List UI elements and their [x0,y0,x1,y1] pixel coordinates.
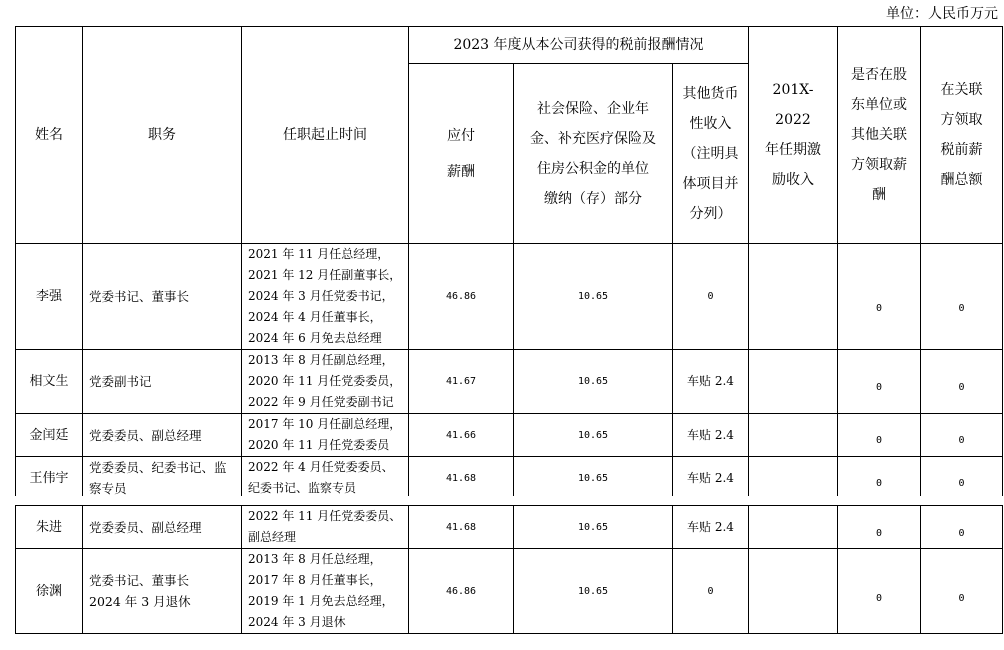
tenure-line: 2017 年 10 月任副总经理， [248,417,402,431]
row-social: 10.65 [514,414,673,457]
header-tenure: 任职起止时间 [242,27,409,244]
row-related: 0 [921,350,1003,414]
tenure-line: 2020 年 11 月任党委委员 [248,438,390,452]
header-related-line: 在关联 [940,82,983,98]
header-related-line: 酬总额 [940,172,983,188]
header-other-line: 体项目并 [682,175,739,192]
table-row [16,506,1003,549]
table-row [16,414,1003,457]
header-position: 职务 [83,27,242,244]
row-position: 党委副书记 [83,350,242,414]
header-social-line: 缴纳（存）部分 [544,190,642,207]
header-other-line: 其他货币 [682,85,739,102]
tenure-line: 2024 年 6 月免去总经理 [248,331,382,345]
tenure-line: 2013 年 8 月任副总经理， [248,353,394,367]
row-other: 0 [673,549,749,634]
tenure-line: 2013 年 8 月任总经理， [248,552,382,566]
row-incentive [749,549,838,634]
header-shareholder-line: 是否在股 [851,67,907,83]
row-position: 党委书记、董事长 [83,244,242,350]
header-shareholder-line: 酬 [872,187,886,203]
tenure-line: 2022 年 11 月任党委委员、 [248,509,402,523]
row-incentive [749,350,838,414]
salary-table [15,26,1003,500]
header-incentive-line: 201X-2022 [772,82,814,128]
tenure-line: 2021 年 11 月任总经理， [248,247,390,261]
header-shareholder-line: 方领取薪 [851,157,907,173]
row-shareholder: 0 [838,244,921,350]
table-row [16,244,1003,350]
row-incentive [749,506,838,549]
row-social: 10.65 [514,350,673,414]
row-social: 10.65 [514,506,673,549]
row-name: 金闰廷 [16,414,83,457]
header-other-line: （注明具 [682,145,739,162]
tenure-line: 副总经理 [248,530,297,544]
row-shareholder: 0 [838,414,921,457]
row-name: 相文生 [16,350,83,414]
tenure-line: 2024 年 3 月任党委书记， [248,289,394,303]
page-break-gap [0,496,1004,505]
position-line: 党委书记、董事长 [89,573,190,588]
header-related-line: 方领取 [940,112,983,128]
tenure-line: 2019 年 1 月免去总经理， [248,594,394,608]
header-salary [409,64,514,244]
row-salary: 41.68 [409,457,514,500]
tenure-line: 纪委书记、监察专员 [248,481,357,495]
row-tenure [242,414,409,457]
row-shareholder: 0 [838,549,921,634]
row-incentive [749,414,838,457]
row-tenure [242,549,409,634]
row-name: 王伟宇 [16,457,83,500]
row-related: 0 [921,414,1003,457]
header-incentive [749,27,838,244]
tenure-line: 2017 年 8 月任董事长， [248,573,382,587]
unit-note: 单位：人民币万元 [886,6,998,22]
position-line: 2024 年 3 月退休 [89,594,191,609]
header-other-line: 分列） [689,205,732,222]
table-row [16,457,1003,500]
row-salary: 41.67 [409,350,514,414]
header-shareholder [838,27,921,244]
header-incentive-line: 年任期激 [765,142,821,158]
row-other: 车贴 2.4 [673,457,749,500]
row-salary: 41.66 [409,414,514,457]
header-group: 2023 年度从本公司获得的税前报酬情况 [409,27,749,64]
row-name: 徐渊 [16,549,83,634]
header-other [673,64,749,244]
header-shareholder-line: 东单位或 [851,97,907,113]
row-position: 党委委员、副总经理 [83,414,242,457]
table-row [16,549,1003,634]
tenure-line: 2024 年 3 月退休 [248,615,346,629]
row-shareholder: 0 [838,457,921,500]
header-social [514,64,673,244]
row-other: 车贴 2.4 [673,350,749,414]
position-line: 党委委员、纪委书记、监 [89,460,227,475]
row-position [83,549,242,634]
tenure-line: 2022 年 4 月任党委委员、 [248,460,394,474]
row-related: 0 [921,506,1003,549]
row-shareholder: 0 [838,506,921,549]
row-social: 10.65 [514,457,673,500]
header-incentive-line: 励收入 [772,172,814,188]
row-salary: 41.68 [409,506,514,549]
row-position [83,457,242,500]
row-salary: 46.86 [409,244,514,350]
position-line: 察专员 [89,481,127,496]
table-row [16,350,1003,414]
header-related [921,27,1003,244]
row-related: 0 [921,244,1003,350]
row-other: 车贴 2.4 [673,414,749,457]
row-incentive [749,457,838,500]
tenure-line: 2020 年 11 月任党委委员， [248,374,402,388]
row-tenure [242,506,409,549]
row-related: 0 [921,457,1003,500]
row-tenure [242,457,409,500]
row-shareholder: 0 [838,350,921,414]
tenure-line: 2021 年 12 月任副董事长， [248,268,402,282]
row-other: 车贴 2.4 [673,506,749,549]
row-tenure [242,244,409,350]
header-shareholder-line: 其他关联 [851,127,907,143]
row-related: 0 [921,549,1003,634]
row-incentive [749,244,838,350]
header-salary-line: 应付 [447,127,475,144]
row-tenure [242,350,409,414]
row-name: 李强 [16,244,83,350]
row-social: 10.65 [514,549,673,634]
header-social-line: 住房公积金的单位 [537,160,649,177]
row-social: 10.65 [514,244,673,350]
header-name: 姓名 [16,27,83,244]
tenure-line: 2024 年 4 月任董事长， [248,310,382,324]
header-other-line: 性收入 [689,115,732,132]
tenure-line: 2022 年 9 月任党委副书记 [248,395,394,409]
header-related-line: 税前薪 [940,142,983,158]
row-salary: 46.86 [409,549,514,634]
header-social-line: 金、补充医疗保险及 [530,130,656,147]
salary-table-continued [15,505,1003,634]
header-salary-line: 薪酬 [447,163,475,180]
row-name: 朱进 [16,506,83,549]
header-social-line: 社会保险、企业年 [537,100,649,117]
row-other: 0 [673,244,749,350]
row-position: 党委委员、副总经理 [83,506,242,549]
